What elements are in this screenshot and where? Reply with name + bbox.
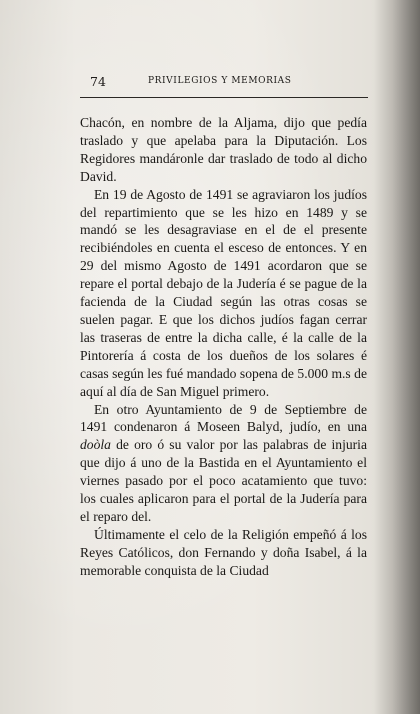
paragraph-3-text-after: de oro ó su valor por las palabras de injuria que dijo á uno de la Bastida en el Ayuntamiento el viernes pasado por el poco acatamiento que tuvo: los cuales aplicaron para el portal de la Judería para el reparo del. xyxy=(80,437,367,524)
page-header xyxy=(78,76,366,90)
paragraph-3-emphasis: doòla xyxy=(80,437,111,453)
paragraph-4: Últimamente el celo de la Religión empeñó á los Reyes Católicos, don Fernando y doña Isabel, á la memorable conquista de la Ciudad xyxy=(80,526,367,578)
header-rule xyxy=(80,97,368,98)
paragraph-2: En 19 de Agosto de 1491 se agraviaron los judíos del repartimiento que se les hizo en 1489 y se mandó se les desagraviase en el de el presente recibiéndoles en cuenta el esceso de entonces. Y en 29 del mismo Agosto de 1491 acordaron que se repare el portal debajo de la Judería é se pague de la facienda de la Ciudad según las otras cosas se suelen pagar. E que los dichos judíos fagan cerrar las traseras de entre la dicha calle, é la calle de la Pintorería á costa de los dueños de los solares é casas según les fué mandado sopena de 5.000 m.s de aquí al día de San Miguel primero. xyxy=(80,186,367,399)
paragraph-3-text-before: En otro Ayuntamiento de 9 de Septiembre de 1491 condenaron á Moseen Balyd, judío, en una xyxy=(80,401,367,435)
paragraph-1: Chacón, en nombre de la Aljama, dijo que pedía traslado y que apelaba para la Diputación. Los Regidores mandáronle dar traslado de todo al dicho David. xyxy=(80,115,367,184)
spine-shadow xyxy=(374,0,420,714)
page-number: 74 xyxy=(90,74,106,89)
paragraph-3 xyxy=(80,401,367,526)
body-text xyxy=(80,114,367,580)
running-title: PRIVILEGIOS Y MEMORIAS xyxy=(148,76,292,86)
